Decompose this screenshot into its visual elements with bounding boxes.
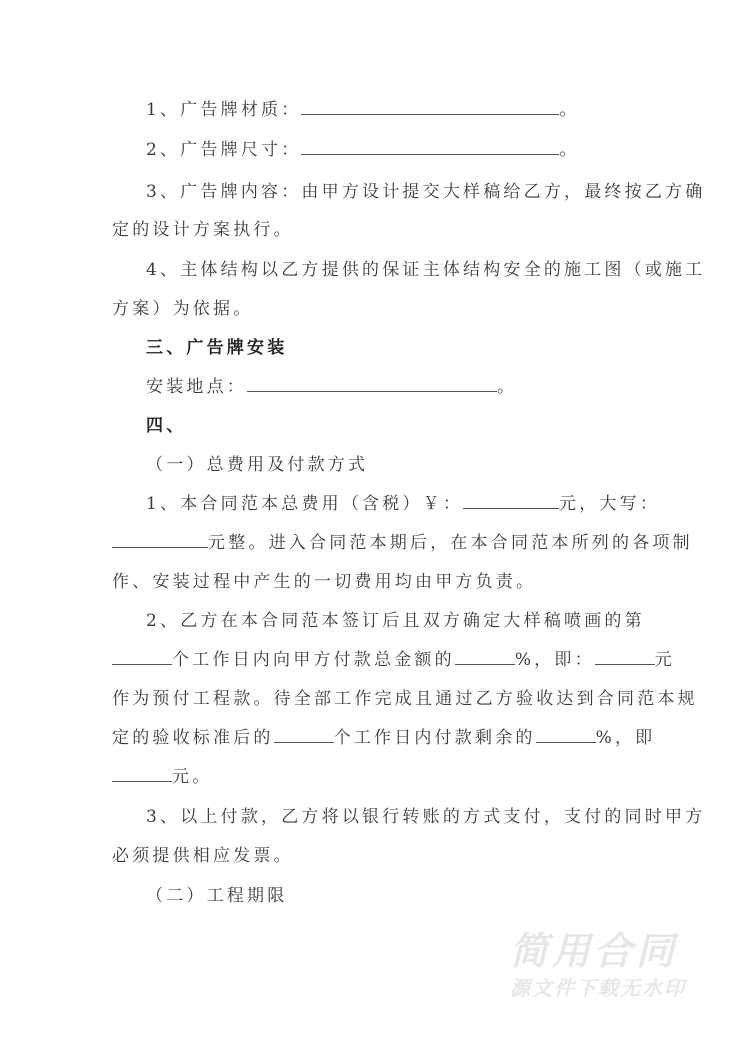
watermark-title: 简用合同 xyxy=(510,929,679,973)
item-content-cont: 定的设计方案执行。 xyxy=(112,220,294,240)
item-material xyxy=(146,98,580,122)
payment-method-cont: 必须提供相应发票。 xyxy=(112,846,294,866)
item-content: 3、广告牌内容：由甲方设计提交大样稿给乙方，最终按乙方确 xyxy=(146,182,706,202)
label: 2、广告牌尺寸： xyxy=(146,140,302,160)
watermark-subtitle: 源文件下载无水印 xyxy=(510,976,686,1000)
blank-field xyxy=(536,726,596,743)
blank-field xyxy=(247,375,497,392)
label: 1、本合同范本总费用（含税）￥： xyxy=(146,494,464,514)
label: 元整。进入合同范本期后，在本合同范本所列的各项制 xyxy=(208,533,693,553)
install-location xyxy=(146,375,517,399)
section-heading-four: 四、 xyxy=(146,416,187,436)
blank-field xyxy=(274,726,334,743)
label: 定的验收标准后的 xyxy=(112,728,274,748)
blank-field xyxy=(595,648,655,665)
label: 元 xyxy=(654,650,675,670)
label: %，即： xyxy=(514,650,595,670)
blank-field xyxy=(463,492,559,509)
fee-total xyxy=(146,492,660,516)
payment-terms-cont4 xyxy=(112,765,212,789)
payment-terms-cont3 xyxy=(112,726,655,750)
item-size xyxy=(146,138,580,162)
label: 1、广告牌材质： xyxy=(146,100,302,120)
punct: 。 xyxy=(559,100,580,120)
payment-method: 3、以上付款，乙方将以银行转账的方式支付，支付的同时甲方 xyxy=(146,807,706,827)
blank-field xyxy=(301,98,559,115)
blank-field xyxy=(301,138,559,155)
item-structure: 4、主体结构以乙方提供的保证主体结构安全的施工图（或施工 xyxy=(146,260,706,280)
label: 个工作日内向甲方付款总金额的 xyxy=(172,650,455,670)
payment-terms-cont xyxy=(112,648,675,672)
blank-field xyxy=(112,648,172,665)
subsection-heading-schedule: （二）工程期限 xyxy=(146,886,288,906)
punct: 。 xyxy=(497,377,518,397)
label: 元，大写： xyxy=(559,494,661,514)
label: 安装地点： xyxy=(146,377,247,397)
label: %，即 xyxy=(595,728,656,748)
item-structure-cont: 方案）为依据。 xyxy=(112,299,254,319)
punct: 。 xyxy=(559,140,580,160)
blank-field xyxy=(112,765,172,782)
subsection-heading-fees: （一）总费用及付款方式 xyxy=(146,455,369,475)
label: 元。 xyxy=(172,767,213,787)
blank-field xyxy=(112,531,208,548)
label: 个工作日内付款剩余的 xyxy=(333,728,536,748)
blank-field xyxy=(455,648,515,665)
payment-terms: 2、乙方在本合同范本签订后且双方确定大样稿喷画的第 xyxy=(146,611,645,631)
fee-total-cont xyxy=(112,531,693,555)
payment-terms-cont2: 作为预付工程款。待全部工作完成且通过乙方验收达到合同范本规 xyxy=(112,689,698,709)
fee-total-cont2: 作、安装过程中产生的一切费用均由甲方负责。 xyxy=(112,572,537,592)
section-heading-install: 三、广告牌安装 xyxy=(146,338,288,358)
